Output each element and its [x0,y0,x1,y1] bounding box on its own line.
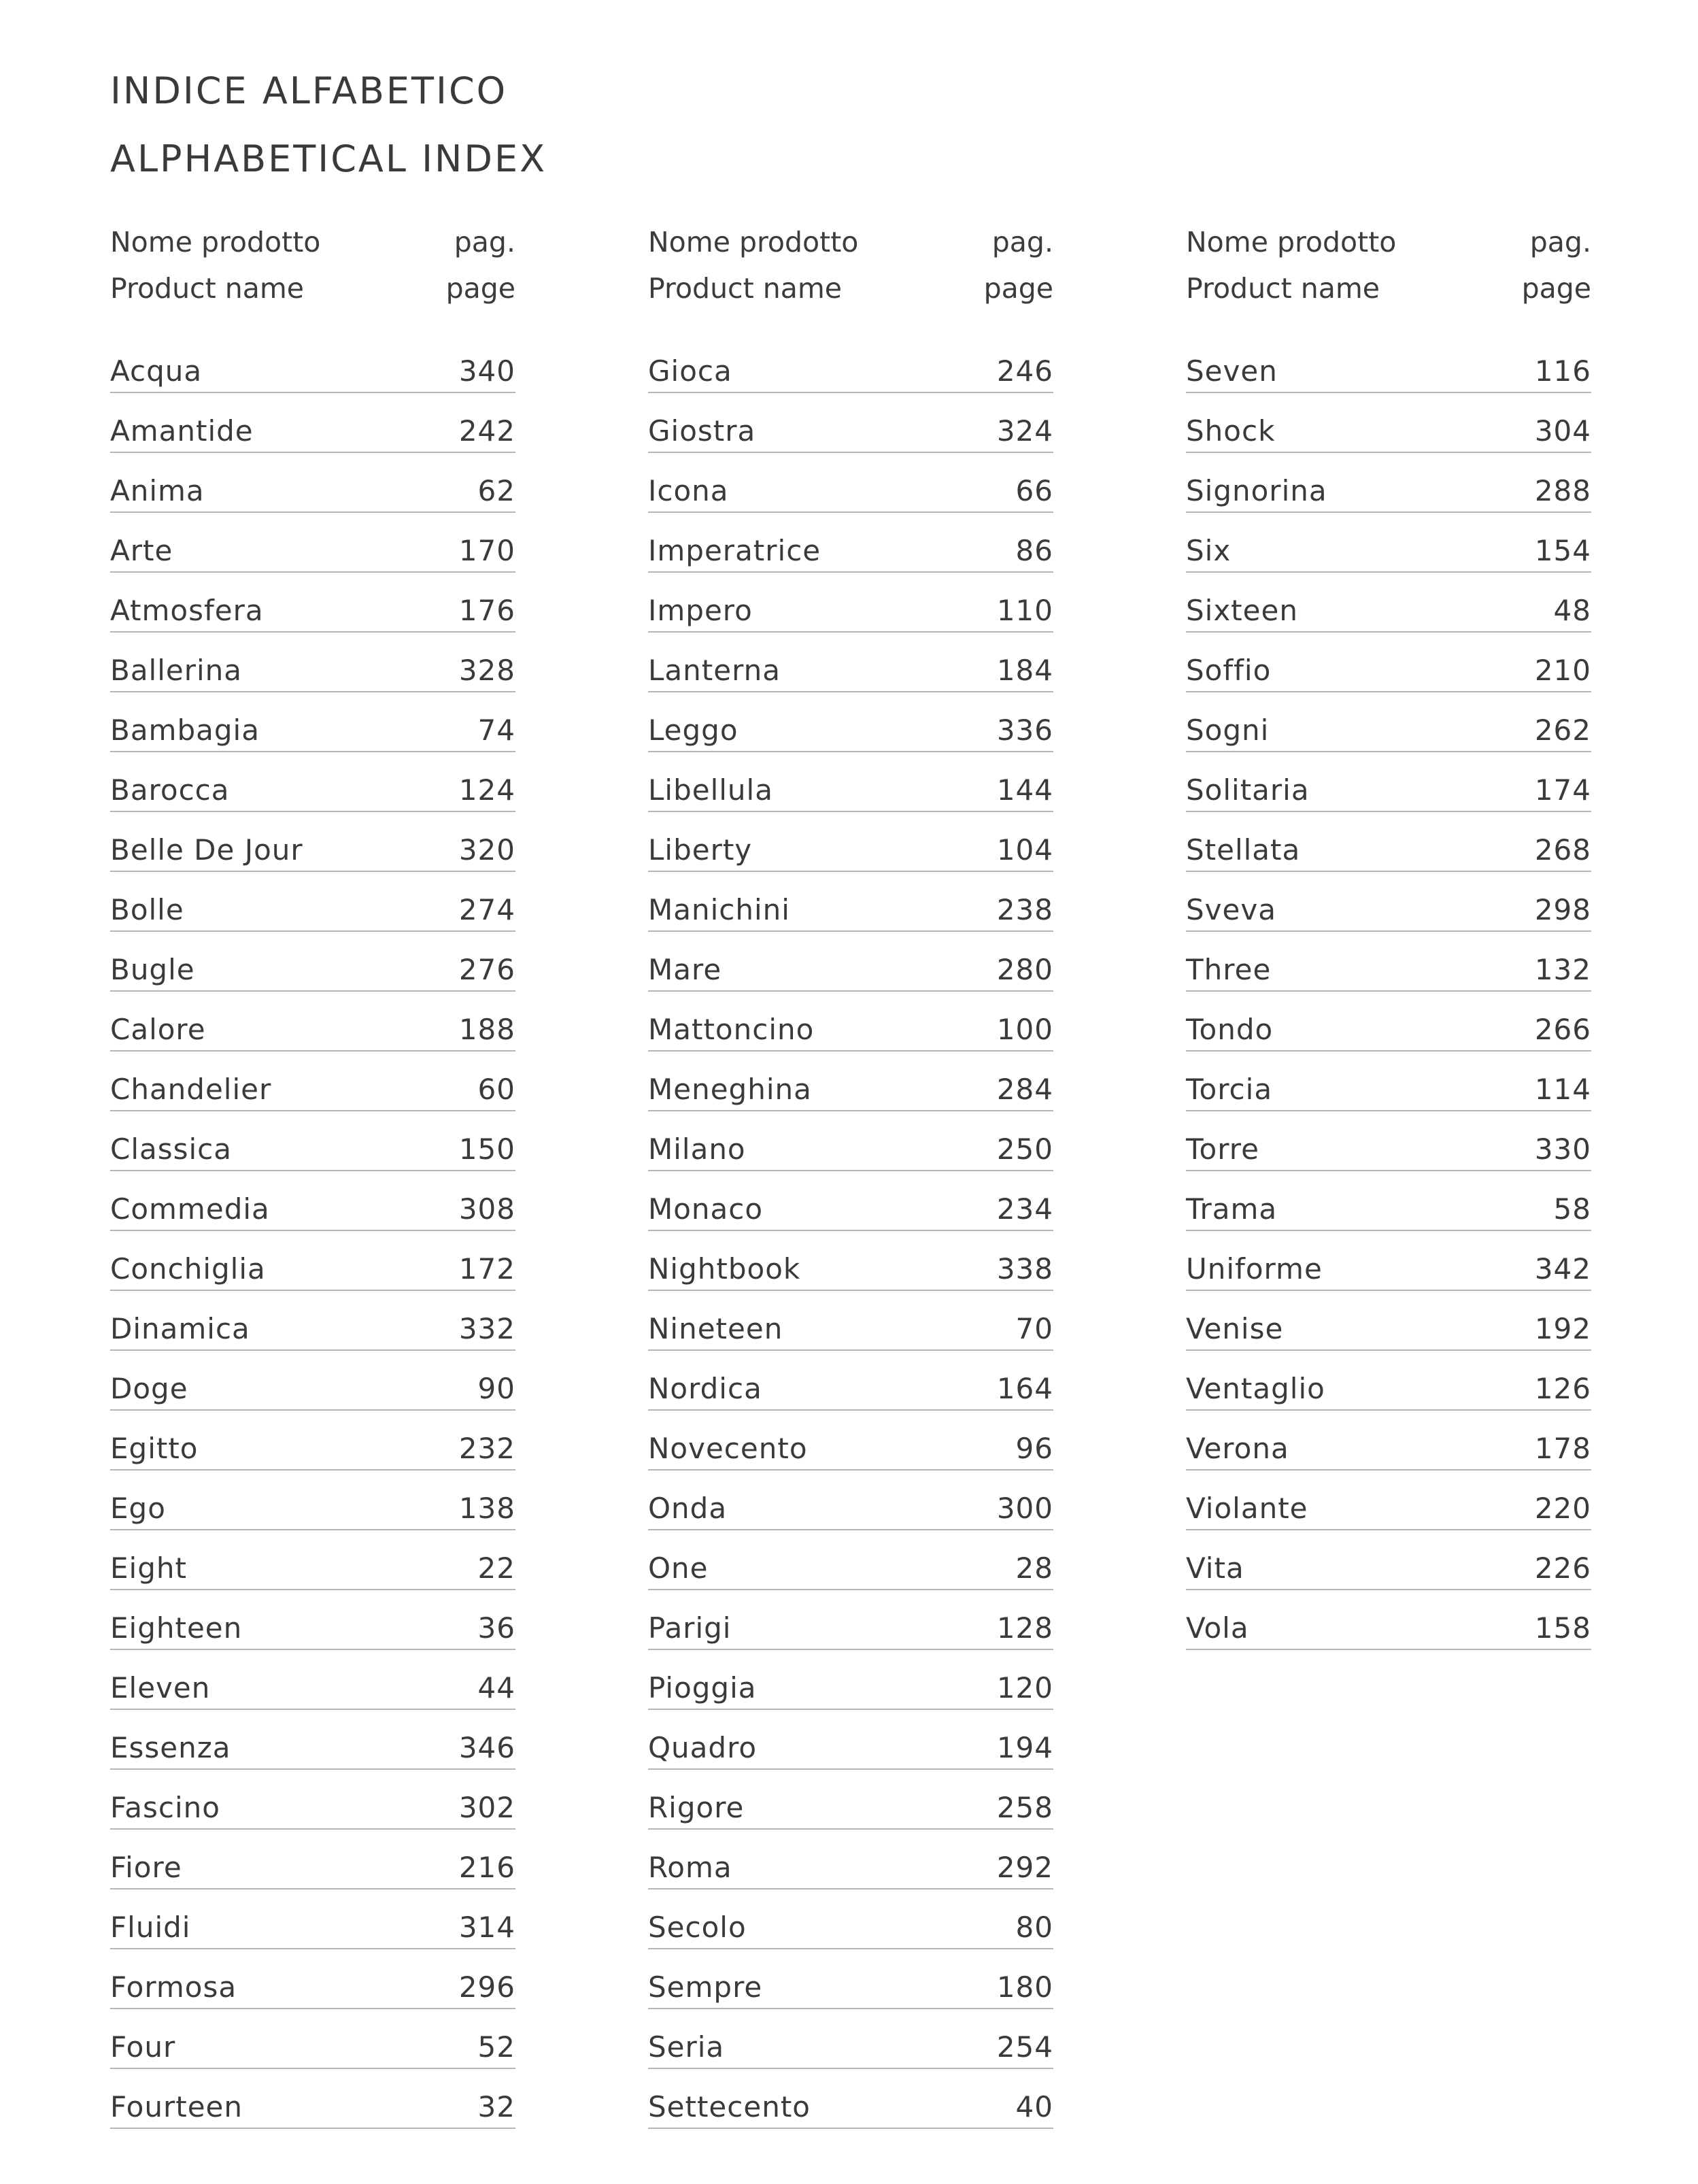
index-entry [1186,1590,1591,1650]
product-name: Settecento [648,2090,811,2123]
page-number: 268 [1534,833,1591,867]
header-name-english: Product name [1186,272,1380,305]
index-entry [1186,872,1591,932]
page-number: 238 [996,893,1053,926]
index-entry [648,812,1053,872]
product-name: Liberty [648,833,753,867]
product-name: Vita [1186,1551,1244,1585]
page-number: 284 [996,1073,1053,1106]
index-entry [110,1530,515,1590]
product-name: Soffio [1186,654,1272,687]
page-number: 154 [1534,534,1591,567]
index-entry [1186,992,1591,1052]
header-page-italian: pag. [991,226,1053,258]
index-entry [110,1171,515,1231]
page-number: 258 [996,1791,1053,1824]
index-entry [110,1949,515,2009]
header-page-english: page [983,272,1053,305]
product-name: Quadro [648,1731,758,1764]
index-entry [648,1830,1053,1889]
page-number: 324 [996,414,1053,448]
product-name: Secolo [648,1911,747,1944]
product-name: Violante [1186,1492,1308,1525]
product-name: Stellata [1186,833,1301,867]
index-entry [1186,1111,1591,1171]
index-entry [648,2009,1053,2069]
product-name: Essenza [110,1731,231,1764]
index-entry [1186,1231,1591,1291]
page-number: 242 [458,414,515,448]
index-list [1186,333,1591,1650]
product-name: Sempre [648,1970,763,2004]
page-number: 44 [477,1671,515,1704]
index-entry [648,1411,1053,1471]
page-number: 254 [996,2030,1053,2064]
product-name: Seven [1186,354,1278,388]
product-name: Sveva [1186,893,1276,926]
product-name: Eleven [110,1671,211,1704]
page-number: 298 [1534,893,1591,926]
index-column-2 [648,219,1053,2129]
product-name: Parigi [648,1611,732,1645]
page-number: 314 [458,1911,515,1944]
page-number: 48 [1553,594,1591,627]
index-entry [1186,1291,1591,1351]
index-entry [110,1830,515,1889]
header-page-italian: pag. [1529,226,1591,258]
page-number: 96 [1015,1432,1053,1465]
product-name: Mare [648,953,722,986]
product-name: Torre [1186,1132,1259,1166]
header-page-english: page [445,272,515,305]
index-entry [648,2069,1053,2129]
page-number: 234 [996,1192,1053,1226]
index-entry [110,453,515,513]
product-name: Signorina [1186,474,1327,507]
page-number: 74 [477,713,515,747]
index-entry [110,1471,515,1530]
page-number: 114 [1534,1073,1591,1106]
index-entry [1186,633,1591,692]
index-entry [1186,393,1591,453]
product-name: Four [110,2030,176,2064]
page-number: 126 [1534,1372,1591,1405]
product-name: Torcia [1186,1073,1273,1106]
page-number: 296 [458,1970,515,2004]
page-number: 232 [458,1432,515,1465]
page-number: 174 [1534,773,1591,807]
page-number: 52 [477,2030,515,2064]
index-entry [1186,692,1591,752]
product-name: Fascino [110,1791,220,1824]
index-entry [648,1530,1053,1590]
index-entry [648,1111,1053,1171]
index-entry [648,393,1053,453]
page-number: 66 [1015,474,1053,507]
header-name-italian: Nome prodotto [648,226,859,258]
index-entry [1186,1351,1591,1411]
product-name: Formosa [110,1970,237,2004]
product-name: Belle De Jour [110,833,303,867]
product-name: Conchiglia [110,1252,266,1286]
header-name-english: Product name [110,272,304,305]
page-number: 216 [458,1851,515,1884]
product-name: Impero [648,594,753,627]
product-name: Libellula [648,773,773,807]
page-number: 178 [1534,1432,1591,1465]
index-entry [110,1650,515,1710]
product-name: Tondo [1186,1013,1274,1046]
page-number: 184 [996,654,1053,687]
product-name: Icona [648,474,729,507]
page-title-italian: INDICE ALFABETICO [110,69,508,112]
product-name: Onda [648,1492,728,1525]
index-entry [648,1949,1053,2009]
index-entry [648,573,1053,633]
index-entry [648,1650,1053,1710]
product-name: Solitaria [1186,773,1310,807]
product-name: Dinamica [110,1312,250,1345]
index-entry [110,1590,515,1650]
product-name: Ballerina [110,654,243,687]
page-number: 246 [996,354,1053,388]
index-entry [648,932,1053,992]
index-entry [110,752,515,812]
index-entry [648,992,1053,1052]
product-name: Leggo [648,713,738,747]
page-number: 86 [1015,534,1053,567]
page-number: 116 [1534,354,1591,388]
index-entry [110,1291,515,1351]
index-entry [648,692,1053,752]
index-entry [110,1411,515,1471]
page-number: 110 [996,594,1053,627]
product-name: Sixteen [1186,594,1298,627]
page-number: 58 [1553,1192,1591,1226]
product-name: Eighteen [110,1611,243,1645]
index-entry [110,812,515,872]
product-name: Trama [1186,1192,1278,1226]
page-number: 304 [1534,414,1591,448]
page-number: 124 [458,773,515,807]
product-name: Eight [110,1551,187,1585]
index-entry [648,1590,1053,1650]
page-number: 308 [458,1192,515,1226]
product-name: Egitto [110,1432,199,1465]
product-name: Bugle [110,953,195,986]
page-number: 120 [996,1671,1053,1704]
product-name: Pioggia [648,1671,757,1704]
index-entry [1186,752,1591,812]
index-entry [110,573,515,633]
product-name: Ego [110,1492,166,1525]
index-entry [110,1710,515,1770]
page-number: 226 [1534,1551,1591,1585]
page-number: 302 [458,1791,515,1824]
page-number: 70 [1015,1312,1053,1345]
product-name: Lanterna [648,654,781,687]
page-number: 274 [458,893,515,926]
page-number: 340 [458,354,515,388]
page-number: 250 [996,1132,1053,1166]
page-number: 104 [996,833,1053,867]
product-name: Novecento [648,1432,808,1465]
product-name: Milano [648,1132,746,1166]
product-name: Barocca [110,773,230,807]
index-entry [110,1770,515,1830]
index-entry [1186,1171,1591,1231]
index-entry [648,1291,1053,1351]
index-entry [648,1052,1053,1111]
product-name: Roma [648,1851,732,1884]
index-entry [110,1889,515,1949]
product-name: Verona [1186,1432,1289,1465]
index-column-1 [110,219,515,2129]
index-entry [648,1171,1053,1231]
page-number: 220 [1534,1492,1591,1525]
index-entry [110,1231,515,1291]
page-number: 132 [1534,953,1591,986]
index-entry [1186,812,1591,872]
product-name: Giostra [648,414,756,448]
index-entry [648,333,1053,393]
index-column-3 [1186,219,1591,1650]
page-number: 320 [458,833,515,867]
product-name: Meneghina [648,1073,812,1106]
index-entry [648,752,1053,812]
product-name: Nineteen [648,1312,783,1345]
index-entry [110,692,515,752]
column-header [110,219,515,318]
product-name: Amantide [110,414,254,448]
product-name: One [648,1551,709,1585]
page-number: 262 [1534,713,1591,747]
page-number: 36 [477,1611,515,1645]
index-entry [648,872,1053,932]
index-entry [648,633,1053,692]
header-page-italian: pag. [454,226,515,258]
page-number: 80 [1015,1911,1053,1944]
product-name: Rigore [648,1791,745,1824]
product-name: Calore [110,1013,206,1046]
page-title-english: ALPHABETICAL INDEX [110,137,547,180]
index-entry [110,2069,515,2129]
index-entry [648,453,1053,513]
page-title-block [110,57,547,193]
page-number: 158 [1534,1611,1591,1645]
page-number: 180 [996,1970,1053,2004]
index-entry [110,932,515,992]
product-name: Classica [110,1132,232,1166]
product-name: Gioca [648,354,732,388]
page-number: 170 [458,534,515,567]
page-number: 194 [996,1731,1053,1764]
page-number: 300 [996,1492,1053,1525]
product-name: Chandelier [110,1073,272,1106]
product-name: Shock [1186,414,1276,448]
page-number: 100 [996,1013,1053,1046]
page-number: 336 [996,713,1053,747]
index-entry [110,2009,515,2069]
index-entry [1186,932,1591,992]
index-entry [1186,1530,1591,1590]
index-entry [1186,513,1591,573]
index-entry [1186,1471,1591,1530]
product-name: Seria [648,2030,725,2064]
page-number: 280 [996,953,1053,986]
page-number: 188 [458,1013,515,1046]
product-name: Nightbook [648,1252,801,1286]
page-number: 28 [1015,1551,1053,1585]
page-number: 172 [458,1252,515,1286]
index-entry [110,872,515,932]
index-entry [110,992,515,1052]
product-name: Fiore [110,1851,182,1884]
header-name-italian: Nome prodotto [1186,226,1397,258]
page-number: 40 [1015,2090,1053,2123]
index-entry [648,1231,1053,1291]
product-name: Acqua [110,354,203,388]
page-number: 22 [477,1551,515,1585]
page-number: 90 [477,1372,515,1405]
product-name: Monaco [648,1192,764,1226]
product-name: Fluidi [110,1911,191,1944]
index-entry [1186,453,1591,513]
index-entry [110,393,515,453]
page-number: 266 [1534,1013,1591,1046]
page-number: 144 [996,773,1053,807]
column-header [1186,219,1591,318]
page-number: 150 [458,1132,515,1166]
page-number: 342 [1534,1252,1591,1286]
index-entry [110,1111,515,1171]
index-entry [648,1351,1053,1411]
page-number: 276 [458,953,515,986]
page-number: 330 [1534,1132,1591,1166]
page-number: 192 [1534,1312,1591,1345]
product-name: Vola [1186,1611,1249,1645]
product-name: Uniforme [1186,1252,1323,1286]
product-name: Arte [110,534,173,567]
index-entry [110,633,515,692]
page-number: 210 [1534,654,1591,687]
product-name: Doge [110,1372,188,1405]
page-number: 338 [996,1252,1053,1286]
header-name-english: Product name [648,272,842,305]
product-name: Ventaglio [1186,1372,1325,1405]
page-number: 346 [458,1731,515,1764]
product-name: Bolle [110,893,184,926]
index-entry [648,1471,1053,1530]
page-number: 292 [996,1851,1053,1884]
product-name: Three [1186,953,1272,986]
index-list [648,333,1053,2129]
page-number: 332 [458,1312,515,1345]
product-name: Manichini [648,893,790,926]
product-name: Imperatrice [648,534,821,567]
index-entry [648,513,1053,573]
index-list [110,333,515,2129]
index-entry [1186,333,1591,393]
page-number: 32 [477,2090,515,2123]
page-number: 176 [458,594,515,627]
product-name: Bambagia [110,713,260,747]
index-entry [648,1889,1053,1949]
page-number: 288 [1534,474,1591,507]
page-number: 328 [458,654,515,687]
product-name: Commedia [110,1192,270,1226]
product-name: Nordica [648,1372,762,1405]
product-name: Fourteen [110,2090,243,2123]
page-number: 60 [477,1073,515,1106]
product-name: Venise [1186,1312,1284,1345]
page-number: 62 [477,474,515,507]
page-number: 128 [996,1611,1053,1645]
index-entry [110,513,515,573]
product-name: Anima [110,474,205,507]
product-name: Atmosfera [110,594,264,627]
index-entry [110,333,515,393]
index-entry [110,1351,515,1411]
index-entry [648,1770,1053,1830]
index-entry [1186,573,1591,633]
product-name: Sogni [1186,713,1270,747]
index-entry [1186,1411,1591,1471]
product-name: Six [1186,534,1232,567]
page-number: 164 [996,1372,1053,1405]
index-entry [1186,1052,1591,1111]
index-entry [110,1052,515,1111]
product-name: Mattoncino [648,1013,815,1046]
header-page-english: page [1521,272,1591,305]
header-name-italian: Nome prodotto [110,226,321,258]
page-number: 138 [458,1492,515,1525]
column-header [648,219,1053,318]
index-entry [648,1710,1053,1770]
